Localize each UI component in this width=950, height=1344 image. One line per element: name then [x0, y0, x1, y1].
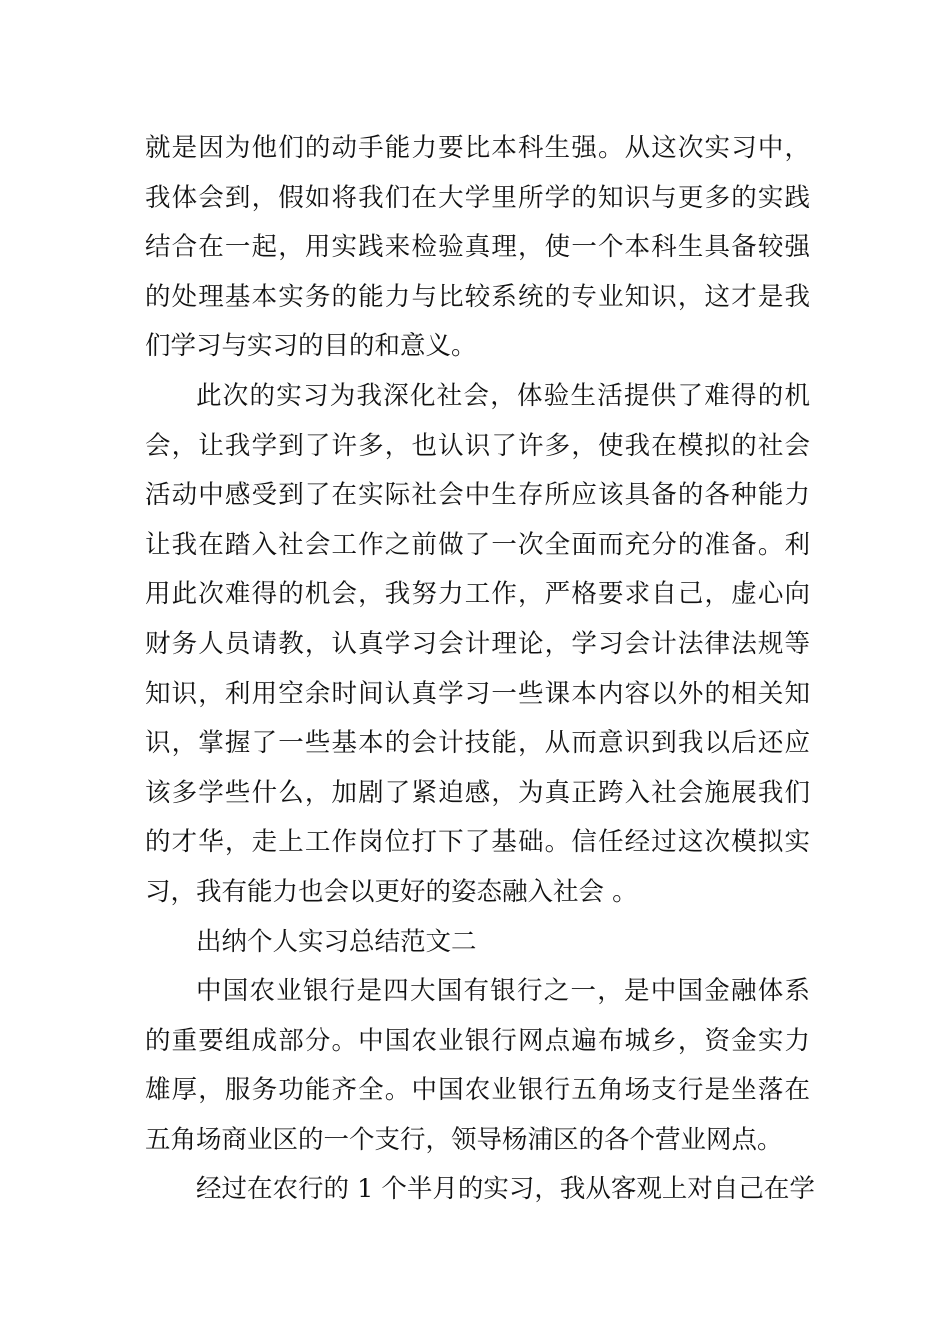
text-line: 出纳个人实习总结范文二 — [196, 926, 477, 957]
text-line: 我体会到，假如将我们在大学里所学的知识与更多的实践 — [145, 182, 810, 213]
text-line: 结合在一起，用实践来检验真理，使一个本科生具备较强 — [145, 232, 810, 263]
text-line: 雄厚，服务功能齐全。中国农业银行五角场支行是坐落在 — [145, 1075, 810, 1106]
text-line: 知识，利用空余时间认真学习一些课本内容以外的相关知 — [145, 678, 810, 709]
text-line: 识，掌握了一些基本的会计技能，从而意识到我以后还应 — [145, 728, 810, 759]
body-text — [145, 124, 815, 1215]
text-line: 该多学些什么，加剧了紧迫感，为真正跨入社会施展我们 — [145, 777, 810, 808]
text-line: 用此次难得的机会，我努力工作，严格要求自己，虚心向 — [145, 579, 810, 610]
text-line: 就是因为他们的动手能力要比本科生强。从这次实习中， — [145, 133, 810, 163]
text-line: 习，我有能力也会以更好的姿态融入社会 。 — [145, 876, 638, 907]
text-line: 的重要组成部分。中国农业银行网点遍布城乡，资金实力 — [145, 1025, 810, 1056]
text-line: 此次的实习为我深化社会，体验生活提供了难得的机 — [196, 380, 810, 411]
text-line: 的才华，走上工作岗位打下了基础。信任经过这次模拟实 — [145, 827, 810, 858]
text-line: 们学习与实习的目的和意义。 — [145, 331, 477, 362]
text-line: 中国农业银行是四大国有银行之一，是中国金融体系 — [196, 976, 810, 1007]
text-line: 财务人员请教，认真学习会计理论，学习会计法律法规等 — [145, 628, 810, 659]
text-line: 让我在踏入社会工作之前做了一次全面而充分的准备。利 — [145, 529, 810, 560]
text-line: 活动中感受到了在实际社会中生存所应该具备的各种能力 — [145, 480, 810, 511]
text-line: 的处理基本实务的能力与比较系统的专业知识，这才是我 — [145, 281, 810, 312]
text-line: 五角场商业区的一个支行，领导杨浦区的各个营业网点。 — [145, 1124, 783, 1155]
text-line: 会，让我学到了许多，也认识了许多，使我在模拟的社会 — [145, 430, 810, 461]
text-line: 经过在农行的 1 个半月的实习，我从客观上对自己在学 — [196, 1174, 815, 1205]
